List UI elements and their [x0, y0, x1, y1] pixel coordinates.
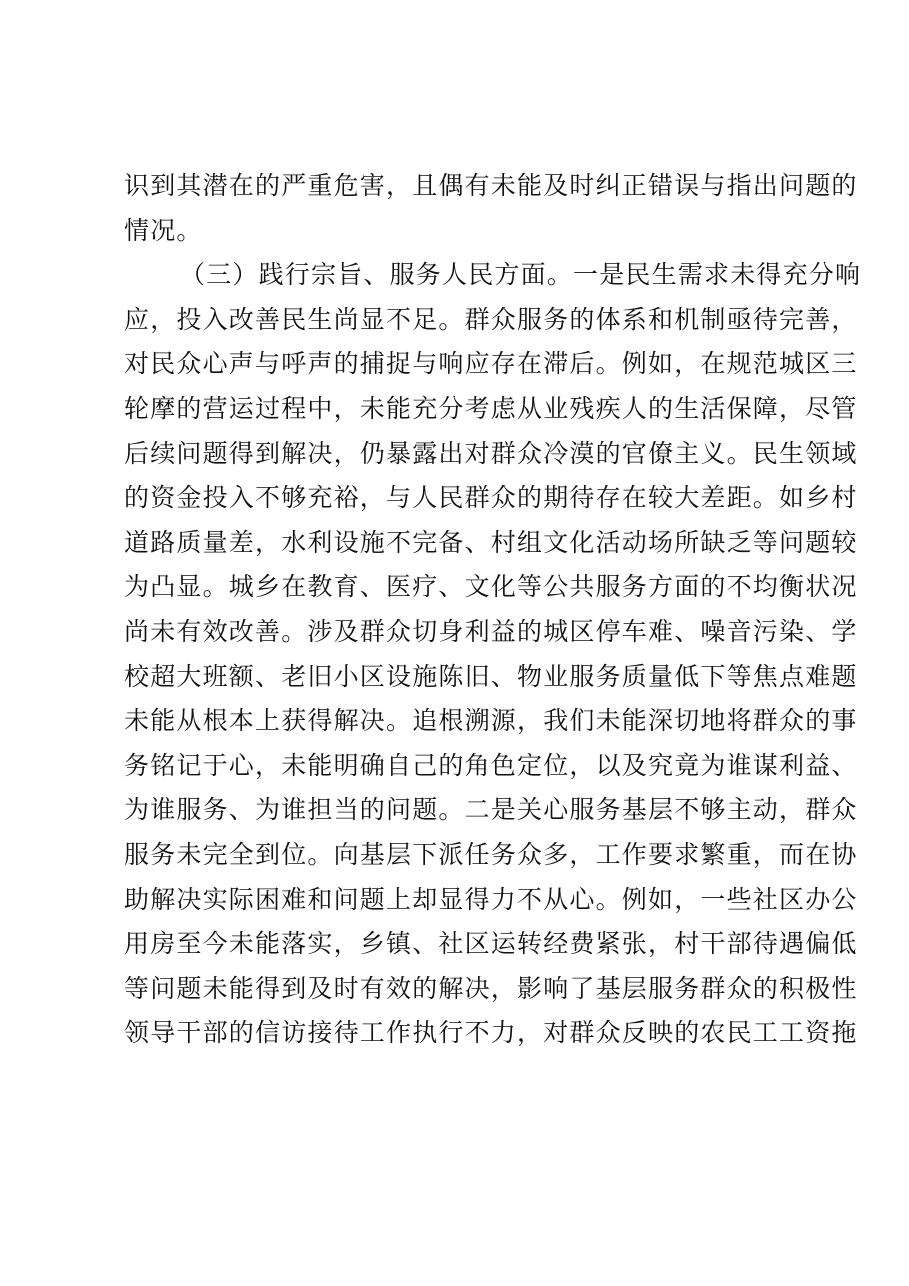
- text-line: 应，投入改善民生尚显不足。群众服务的体系和机制亟待完善，: [124, 304, 858, 334]
- text-line: 助解决实际困难和问题上却显得力不从心。例如，一些社区办公: [124, 884, 858, 914]
- text-line: 未能从根本上获得解决。追根溯源，我们未能深切地将群众的事: [124, 706, 858, 736]
- body-text: [124, 164, 862, 1056]
- text-line: 务铭记于心，未能明确自己的角色定位，以及究竟为谁谋利益、: [124, 750, 858, 780]
- text-line: 用房至今未能落实，乡镇、社区运转经费紧张，村干部待遇偏低: [124, 929, 858, 959]
- text-line: 为谁服务、为谁担当的问题。二是关心服务基层不够主动，群众: [124, 795, 858, 825]
- text-line: 轮摩的营运过程中，未能充分考虑从业残疾人的生活保障，尽管: [124, 393, 858, 423]
- text-line: 识到其潜在的严重危害，且偶有未能及时纠正错误与指出问题的: [124, 171, 858, 200]
- text-line: 后续问题得到解决，仍暴露出对群众冷漠的官僚主义。民生领域: [124, 438, 858, 468]
- text-line: 道路质量差，水利设施不完备、村组文化活动场所缺乏等问题较: [124, 527, 858, 557]
- text-line: 对民众心声与呼声的捕捉与响应存在滞后。例如，在规范城区三: [124, 349, 858, 379]
- text-line: 为凸显。城乡在教育、医疗、文化等公共服务方面的不均衡状况: [124, 572, 858, 602]
- text-line: 情况。: [124, 215, 203, 245]
- text-line: 的资金投入不够充裕，与人民群众的期待存在较大差距。如乡村: [124, 483, 858, 513]
- text-line: 服务未完全到位。向基层下派任务众多，工作要求繁重，而在协: [124, 839, 858, 869]
- section-heading-line: （三）践行宗旨、服务人民方面。一是民生需求未得充分响: [180, 260, 862, 290]
- text-line: 领导干部的信访接待工作执行不力，对群众反映的农民工工资拖: [124, 1018, 858, 1048]
- text-line: 校超大班额、老旧小区设施陈旧、物业服务质量低下等焦点难题: [124, 661, 858, 691]
- text-line: 尚未有效改善。涉及群众切身利益的城区停车难、噪音污染、学: [124, 616, 858, 646]
- text-line: 等问题未能得到及时有效的解决，影响了基层服务群众的积极性: [124, 973, 858, 1003]
